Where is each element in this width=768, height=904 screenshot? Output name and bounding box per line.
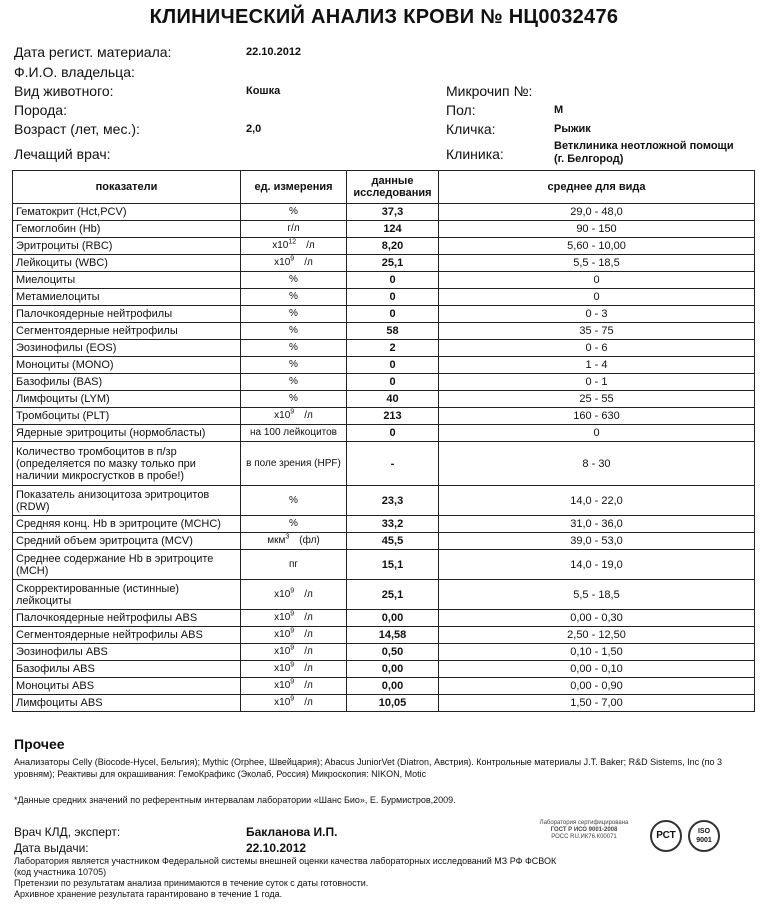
unit-tail: /л	[304, 588, 313, 600]
reference-note: *Данные средних значений по референтным интервалам лаборатории «Шанс Био», Е. Бурмистров,2009.	[14, 795, 456, 805]
unit-base: x10	[274, 663, 291, 674]
table-row	[13, 442, 755, 486]
expert-value: Бакланова И.П.	[246, 825, 338, 839]
table-row	[13, 340, 755, 357]
species-label: Вид животного:	[14, 83, 114, 99]
pct-logo-icon: РСТ	[650, 820, 682, 852]
unit-exponent: 9	[290, 644, 295, 652]
doctor-label: Лечащий врач:	[14, 146, 111, 162]
row-reference: 5,60 - 10,00	[439, 238, 755, 255]
table-row	[13, 323, 755, 340]
age-label: Возраст (лет, мес.):	[14, 121, 140, 137]
row-reference: 0	[439, 272, 755, 289]
row-unit: %	[241, 204, 347, 221]
table-row	[13, 357, 755, 374]
row-name: Базофилы (BAS)	[13, 374, 241, 391]
unit-base: x10	[274, 646, 291, 657]
col-header-name: показатели	[13, 171, 241, 204]
row-reference: 39,0 - 53,0	[439, 533, 755, 550]
row-unit	[241, 580, 347, 610]
col-header-data-line2: исследования	[353, 187, 432, 199]
row-value: 23,3	[347, 486, 439, 516]
row-name: Лейкоциты (WBC)	[13, 255, 241, 272]
unit-base: x10	[274, 410, 291, 421]
row-value: 0	[347, 425, 439, 442]
col-header-data-line1: данные	[371, 175, 414, 187]
table-row	[13, 627, 755, 644]
clinic-value-line2: (г. Белгород)	[554, 153, 624, 165]
expert-label: Врач КЛД, эксперт:	[14, 825, 121, 839]
row-name: Средняя конц. Hb в эритроците (MCHC)	[13, 516, 241, 533]
table-row	[13, 306, 755, 323]
row-value: 15,1	[347, 550, 439, 580]
row-unit: %	[241, 289, 347, 306]
clinic-value-line1: Ветклиника неотложной помощи	[554, 140, 734, 152]
row-value: 58	[347, 323, 439, 340]
row-unit: %	[241, 323, 347, 340]
other-heading: Прочее	[14, 736, 65, 752]
row-unit	[241, 610, 347, 627]
table-row	[13, 408, 755, 425]
row-name: Количество тромбоцитов в п/зр (определяется по мазку только при наличии микросгустков в пробе!)	[13, 442, 241, 486]
row-unit: %	[241, 272, 347, 289]
row-reference: 1,50 - 7,00	[439, 695, 755, 712]
row-unit	[241, 627, 347, 644]
unit-tail: /л	[304, 663, 313, 674]
row-name: Базофилы ABS	[13, 661, 241, 678]
cert-line1: Лаборатория сертифицирована	[539, 820, 629, 826]
row-value: 37,3	[347, 204, 439, 221]
unit-base: x10	[272, 240, 289, 251]
row-name: Сегментоядерные нейтрофилы ABS	[13, 627, 241, 644]
table-row	[13, 374, 755, 391]
row-name: Моноциты ABS	[13, 678, 241, 695]
unit-tail: /л	[304, 646, 313, 657]
date-reg-value: 22.10.2012	[246, 46, 302, 58]
unit-exponent: 9	[290, 610, 295, 618]
report-title: КЛИНИЧЕСКИЙ АНАЛИЗ КРОВИ № НЦ0032476	[149, 6, 619, 28]
row-value: 0	[347, 357, 439, 374]
row-name: Метамиелоциты	[13, 289, 241, 306]
row-reference: 8 - 30	[439, 442, 755, 486]
row-value: 124	[347, 221, 439, 238]
row-unit: г/л	[241, 221, 347, 238]
table-row	[13, 238, 755, 255]
unit-exponent: 9	[290, 695, 295, 703]
unit-base: x10	[274, 680, 291, 691]
row-unit	[241, 644, 347, 661]
row-value: 45,5	[347, 533, 439, 550]
row-value: 0,00	[347, 610, 439, 627]
row-name: Моноциты (MONO)	[13, 357, 241, 374]
row-reference: 25 - 55	[439, 391, 755, 408]
unit-base: x10	[274, 588, 291, 600]
row-unit	[241, 533, 347, 550]
row-unit: %	[241, 357, 347, 374]
row-reference: 0,10 - 1,50	[439, 644, 755, 661]
iso-logo-text: ISO 9001	[696, 828, 712, 844]
row-value: 0,00	[347, 678, 439, 695]
row-reference: 35 - 75	[439, 323, 755, 340]
species-value: Кошка	[246, 85, 281, 97]
row-value: 0,50	[347, 644, 439, 661]
unit-exponent: 3	[285, 533, 290, 541]
row-unit	[241, 661, 347, 678]
unit-base: x10	[274, 612, 291, 623]
unit-exponent: 9	[290, 678, 295, 686]
table-row	[13, 204, 755, 221]
unit-tail: /л	[304, 612, 313, 623]
row-unit	[241, 238, 347, 255]
unit-tail: (фл)	[299, 535, 320, 546]
row-reference: 5,5 - 18,5	[439, 255, 755, 272]
table-row	[13, 221, 755, 238]
row-reference: 160 - 630	[439, 408, 755, 425]
row-unit: пг	[241, 550, 347, 580]
date-reg-label: Дата регист. материала:	[14, 44, 172, 60]
table-row	[13, 610, 755, 627]
footer-line4: Архивное хранение результата гарантировано в течение 1 года.	[14, 889, 283, 899]
unit-base: x10	[274, 697, 291, 708]
row-value: -	[347, 442, 439, 486]
row-reference: 0	[439, 289, 755, 306]
row-unit: %	[241, 306, 347, 323]
row-unit	[241, 695, 347, 712]
unit-exponent: 9	[290, 408, 295, 416]
table-row	[13, 255, 755, 272]
table-row	[13, 425, 755, 442]
row-name: Палочкоядерные нейтрофилы ABS	[13, 610, 241, 627]
row-unit: в поле зрения (HPF)	[241, 442, 347, 486]
issue-value: 22.10.2012	[246, 841, 307, 855]
cert-line3: РОСС RU.ИК76.К00071	[551, 834, 617, 840]
col-header-ref: среднее для вида	[439, 171, 755, 204]
unit-exponent: 9	[290, 255, 295, 263]
unit-exponent: 9	[290, 627, 295, 635]
row-value: 0,00	[347, 661, 439, 678]
unit-base: x10	[274, 629, 291, 640]
unit-tail: /л	[304, 629, 313, 640]
unit-tail: /л	[304, 410, 313, 421]
row-name: Эритроциты (RBC)	[13, 238, 241, 255]
unit-exponent: 9	[290, 587, 295, 595]
table-row	[13, 678, 755, 695]
row-name: Показатель анизоцитоза эритроцитов (RDW)	[13, 486, 241, 516]
cert-line2: ГОСТ Р ИСО 9001-2008	[550, 827, 618, 833]
table-row	[13, 272, 755, 289]
row-value: 33,2	[347, 516, 439, 533]
row-unit: %	[241, 486, 347, 516]
row-value: 0	[347, 272, 439, 289]
row-name: Среднее содержание Hb в эритроците (MCH)	[13, 550, 241, 580]
row-name: Гемоглобин (Hb)	[13, 221, 241, 238]
sex-value: М	[554, 104, 564, 116]
table-row	[13, 289, 755, 306]
unit-tail: /л	[304, 697, 313, 708]
row-reference: 0 - 3	[439, 306, 755, 323]
footer-line3: Претензии по результатам анализа принимаются в течение суток с даты готовности.	[14, 878, 369, 888]
unit-tail: /л	[304, 680, 313, 691]
row-name: Эозинофилы ABS	[13, 644, 241, 661]
row-name: Миелоциты	[13, 272, 241, 289]
unit-tail: /л	[306, 240, 315, 251]
row-value: 2	[347, 340, 439, 357]
row-reference: 14,0 - 19,0	[439, 550, 755, 580]
unit-tail: /л	[304, 257, 313, 268]
table-row	[13, 516, 755, 533]
row-value: 0	[347, 374, 439, 391]
clinic-label: Клиника:	[446, 146, 504, 162]
row-value: 10,05	[347, 695, 439, 712]
owner-label: Ф.И.О. владельца:	[14, 64, 135, 80]
row-value: 25,1	[347, 255, 439, 272]
row-unit	[241, 678, 347, 695]
unit-base: мкм	[267, 535, 286, 546]
nickname-label: Кличка:	[446, 121, 496, 137]
row-reference: 5,5 - 18,5	[439, 580, 755, 610]
row-unit	[241, 408, 347, 425]
table-row	[13, 644, 755, 661]
row-reference: 0,00 - 0,30	[439, 610, 755, 627]
row-reference: 90 - 150	[439, 221, 755, 238]
table-row	[13, 580, 755, 610]
row-reference: 29,0 - 48,0	[439, 204, 755, 221]
row-reference: 0,00 - 0,90	[439, 678, 755, 695]
results-table	[12, 170, 755, 712]
row-reference: 14,0 - 22,0	[439, 486, 755, 516]
table-row	[13, 533, 755, 550]
row-reference: 0 - 1	[439, 374, 755, 391]
row-value: 14,58	[347, 627, 439, 644]
row-name: Лимфоциты ABS	[13, 695, 241, 712]
col-header-data	[347, 171, 439, 204]
certification-text	[526, 820, 642, 841]
row-name: Сегментоядерные нейтрофилы	[13, 323, 241, 340]
footer-line1: Лаборатория является участником Федеральной системы внешней оценки качества лабораторных исследований МЗ РФ ФСВОК	[14, 856, 557, 866]
row-value: 8,20	[347, 238, 439, 255]
col-header-unit: ед. измерения	[241, 171, 347, 204]
row-name: Средний объем эритроцита (MCV)	[13, 533, 241, 550]
row-unit: %	[241, 516, 347, 533]
row-unit: %	[241, 391, 347, 408]
chip-label: Микрочип №:	[446, 83, 533, 99]
row-value: 213	[347, 408, 439, 425]
age-value: 2,0	[246, 123, 262, 135]
row-name: Эозинофилы (EOS)	[13, 340, 241, 357]
row-unit: на 100 лейкоцитов	[241, 425, 347, 442]
row-reference: 2,50 - 12,50	[439, 627, 755, 644]
table-row	[13, 695, 755, 712]
table-row	[13, 486, 755, 516]
nickname-value: Рыжик	[554, 123, 591, 135]
row-name: Ядерные эритроциты (нормобласты)	[13, 425, 241, 442]
breed-label: Порода:	[14, 102, 67, 118]
table-row	[13, 391, 755, 408]
row-value: 25,1	[347, 580, 439, 610]
iso-logo-icon	[688, 820, 720, 852]
row-unit	[241, 255, 347, 272]
issue-label: Дата выдачи:	[14, 841, 89, 855]
row-reference: 0,00 - 0,10	[439, 661, 755, 678]
table-row	[13, 661, 755, 678]
footer-line2: (код участника 10705)	[14, 867, 107, 877]
unit-exponent: 12	[288, 238, 297, 246]
unit-base: x10	[274, 257, 291, 268]
row-name: Палочкоядерные нейтрофилы	[13, 306, 241, 323]
row-reference: 0 - 6	[439, 340, 755, 357]
row-name: Гематокрит (Hct,PCV)	[13, 204, 241, 221]
table-row	[13, 550, 755, 580]
row-value: 0	[347, 306, 439, 323]
row-value: 0	[347, 289, 439, 306]
row-unit: %	[241, 340, 347, 357]
row-name: Скорректированные (истинные) лейкоциты	[13, 580, 241, 610]
analyzers-text: Анализаторы Celly (Biocode-Hycel, Бельгия); Mythic (Orphee, Швейцария); Abacus JuniorVet (Diatron, Австрия). Контрольные материалы J.T. Baker; R&D Sistems, Inc (по 3 уровням); Реактивы для окрашивания: ГемоКрафикс (Эколаб, Россия) Микроскопия: NIKON, Motic	[14, 757, 722, 779]
row-reference: 1 - 4	[439, 357, 755, 374]
sex-label: Пол:	[446, 102, 476, 118]
row-reference: 0	[439, 425, 755, 442]
unit-exponent: 9	[290, 661, 295, 669]
row-name: Тромбоциты (PLT)	[13, 408, 241, 425]
row-value: 40	[347, 391, 439, 408]
row-name: Лимфоциты (LYM)	[13, 391, 241, 408]
table-header-row	[13, 171, 755, 204]
row-reference: 31,0 - 36,0	[439, 516, 755, 533]
row-unit: %	[241, 374, 347, 391]
